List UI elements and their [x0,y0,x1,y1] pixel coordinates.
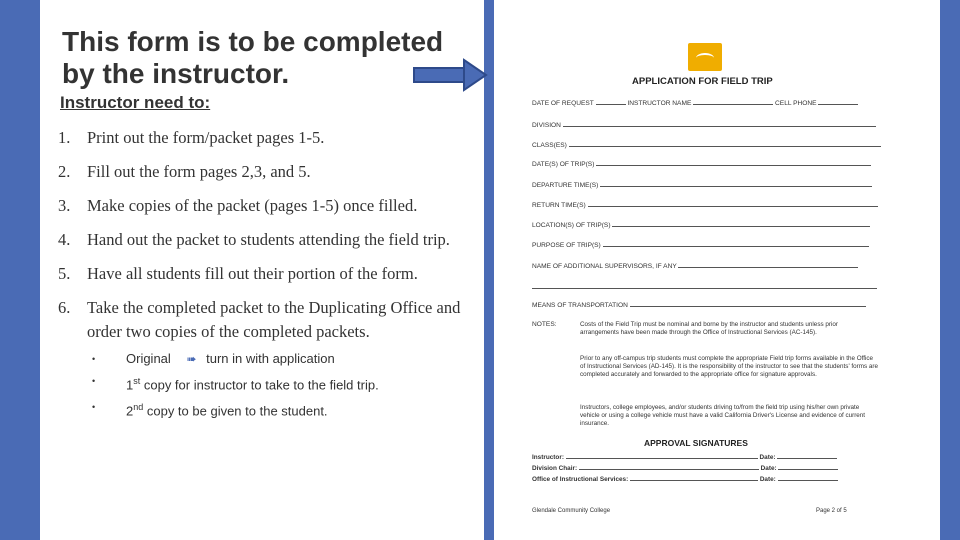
step-text: Have all students fill out their portion of the form. [87,264,418,283]
signature-row [532,474,838,483]
sub-item-text: turn in with application [206,351,335,366]
step-item [58,228,478,252]
form-label: RETURN TIME(S) [532,202,586,209]
form-label: DATE(S) OF TRIP(S) [532,161,595,168]
form-row-class [532,140,881,149]
right-arrow-icon [412,58,488,92]
form-blank-line [778,474,838,481]
step-item [58,160,478,184]
form-blank-line [630,300,866,307]
signature-date-label: Date: [759,454,776,461]
form-blank-line [569,140,881,147]
form-title: APPLICATION FOR FIELD TRIP [632,76,773,87]
step-text: Hand out the packet to students attending the field trip. [87,230,450,249]
step-text: Fill out the form pages 2,3, and 5. [87,162,311,181]
step-number: 1. [58,128,71,147]
notes-paragraph: Instructors, college employees, and/or students driving to/from the field trip using his/her own private vehicle or using a college vehicle must have a valid California Driver's License and evidence of current insurance. [580,404,866,427]
step-number: 4. [58,230,71,249]
form-row-purpose [532,240,869,249]
bullet-icon: • [92,402,96,413]
step-item [58,296,478,423]
form-blank-line [596,98,626,105]
ordinal-number: 2 [126,403,134,419]
step-text: Make copies of the packet (pages 1-5) once filled. [87,196,418,215]
form-label: MEANS OF TRANSPORTATION [532,302,628,309]
form-label: NAME OF ADDITIONAL SUPERVISORS, IF ANY [532,263,677,270]
approval-signatures-title: APPROVAL SIGNATURES [644,438,748,448]
form-blank-line [818,98,858,105]
sub-list-item [92,370,478,396]
form-blank-line [630,474,758,481]
form-label: PURPOSE OF TRIP(S) [532,242,601,249]
form-blank-line [778,463,838,470]
step-number: 5. [58,264,71,283]
form-label: INSTRUCTOR NAME [627,100,692,107]
form-row-location [532,220,870,229]
step-number: 2. [58,162,71,181]
form-label: DATE OF REQUEST [532,100,594,107]
form-blank-line [579,463,759,470]
form-blank-line [566,452,758,459]
instructor-subheading: Instructor need to: [60,93,211,112]
form-blank-line [588,200,878,207]
form-row-departure [532,180,872,189]
field-trip-form-preview [494,0,924,540]
ordinal-number: 1 [126,377,134,393]
form-label: CLASS(ES) [532,142,567,149]
form-blank-line [678,261,858,268]
college-logo-icon [688,43,722,71]
form-label: LOCATION(S) OF TRIP(S) [532,222,611,229]
sub-item-text: copy for instructor to take to the field trip. [140,377,379,393]
small-right-arrow-icon: ➠ [186,352,197,366]
copies-sub-list [87,348,478,423]
form-footer-college: Glendale Community College [532,508,611,514]
frame-left-band [0,0,40,540]
form-blank-line [596,159,871,166]
sub-list-item [92,396,478,422]
signature-date-label: Date: [760,465,777,472]
form-blank-line [563,120,876,127]
notes-paragraph: Prior to any off-campus trip students must complete the appropriate Field trip forms available in the Office of Instructional Services (AD-145). It is the responsibility of the instructor to see that the students' forms are completed accurately and forwarded to the appropriate office for signature approvals. [580,355,878,378]
step-item [58,194,478,218]
signature-row [532,452,837,461]
signature-date-label: Date: [759,476,776,483]
frame-right-band [940,0,960,540]
form-blank-line [612,220,870,227]
signature-label: Instructor: [532,454,564,461]
sub-list-item [92,348,478,370]
notes-label: NOTES: [532,321,557,328]
form-row-supervisors [532,261,858,270]
form-row-request [532,98,858,107]
step-item [58,262,478,286]
form-label: CELL PHONE [775,100,817,107]
form-footer-page: Page 2 of 5 [816,508,847,514]
form-blank-line [532,282,877,289]
form-row-return [532,200,878,209]
form-blank-line [603,240,869,247]
signature-label: Division Chair: [532,465,578,472]
sub-item-text: Original [126,351,171,366]
form-label: DIVISION [532,122,561,129]
form-row-transport [532,300,866,309]
ordinal-suffix: nd [133,402,144,413]
step-text: Take the completed packet to the Duplicating Office and order two copies of the completed packets. [87,298,461,341]
signature-row [532,463,838,472]
step-number: 6. [58,298,71,317]
step-text: Print out the form/packet pages 1-5. [87,128,325,147]
form-row-dates [532,159,871,168]
form-row-supervisors-extra [532,282,877,291]
bullet-icon: • [92,354,96,364]
step-item [58,126,478,150]
steps-list [58,126,478,433]
step-number: 3. [58,196,71,215]
form-blank-line [600,180,872,187]
signature-label: Office of Instructional Services: [532,476,629,483]
ordinal-suffix: st [133,376,141,386]
bullet-icon: • [92,376,96,386]
sub-item-text: copy to be given to the student. [143,403,328,419]
form-blank-line [777,452,837,459]
form-row-division [532,120,876,129]
notes-paragraph: Costs of the Field Trip must be nominal and borne by the instructor and students unless prior arrangements have been made through the Office of Instructional Services (AC-145). [580,321,838,336]
slide-title: This form is to be completed by the instructor. [62,26,444,89]
form-blank-line [693,98,773,105]
form-label: DEPARTURE TIME(S) [532,182,599,189]
